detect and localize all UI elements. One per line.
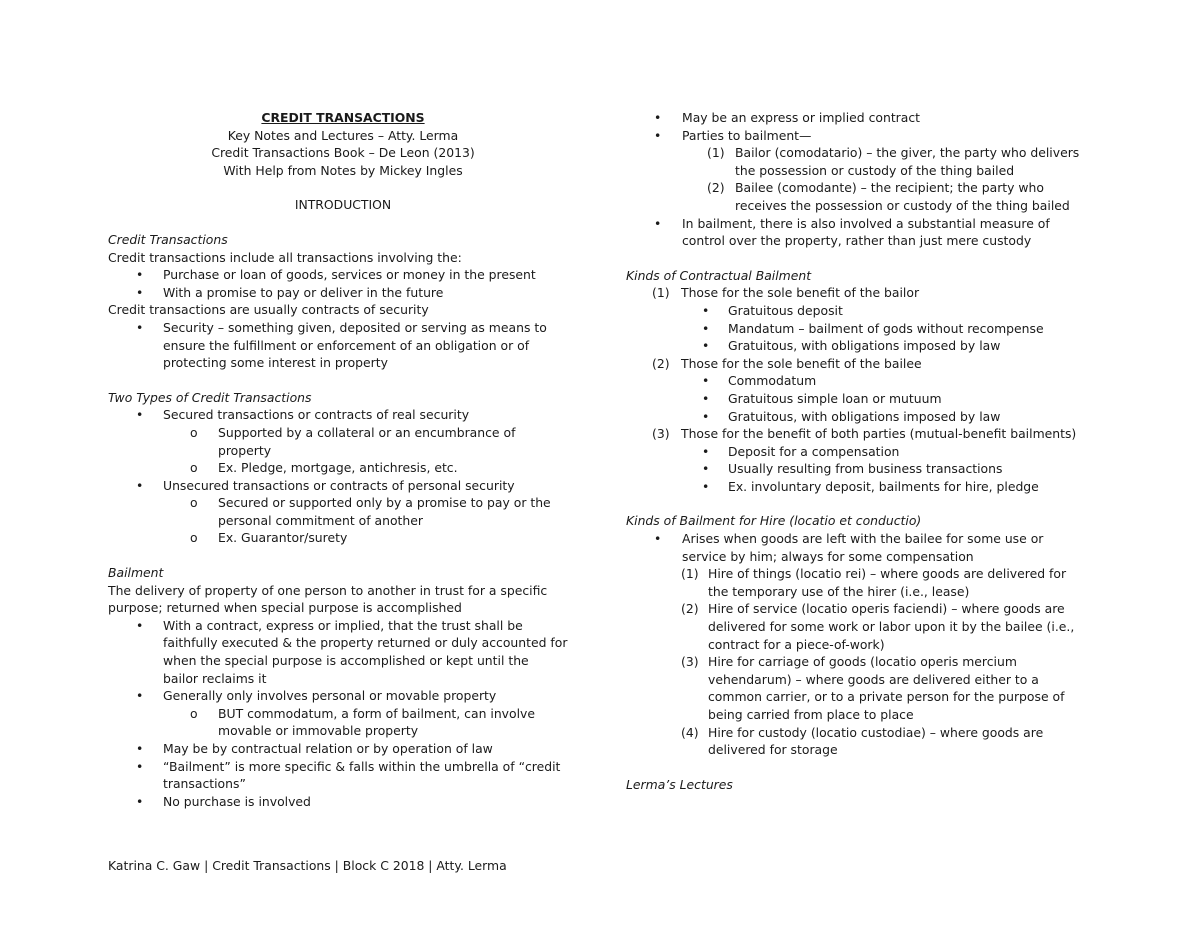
subheading: Two Types of Credit Transactions (108, 389, 312, 405)
bullet-icon: • (136, 477, 144, 493)
numbered-item: (4) Hire for custody (locatio custodiae) – where goods are (681, 724, 1044, 740)
sub-bullet-continuation: property (218, 442, 272, 458)
numbered-continuation: the temporary use of the hirer (i.e., lease) (708, 583, 970, 599)
left-column (108, 109, 578, 810)
bullet-item: • Mandatum – bailment of gods without recompense (702, 320, 1044, 336)
sub-bullet-icon: o (190, 460, 198, 476)
subheading: Bailment (108, 565, 164, 581)
bullet-item: • No purchase is involved (136, 793, 311, 809)
bullet-continuation: faithfully executed & the property returned or duly accounted for (163, 635, 568, 651)
bullet-icon: • (702, 302, 710, 318)
sub-bullet-item: o Ex. Guarantor/surety (190, 530, 348, 546)
subheading: Credit Transactions (108, 231, 228, 247)
bullet-continuation: service by him; always for some compensation (682, 548, 974, 564)
paragraph-line: purpose; returned when special purpose is accomplished (108, 600, 462, 616)
bullet-icon: • (702, 338, 710, 354)
bullet-item: • Purchase or loan of goods, services or money in the present (136, 267, 536, 283)
numbered-item: (1) Hire of things (locatio rei) – where goods are delivered for (681, 566, 1067, 582)
sub-bullet-continuation: movable or immovable property (218, 723, 419, 739)
list-number: (3) (681, 654, 699, 670)
numbered-item: (1) Those for the sole benefit of the bailor (652, 285, 920, 301)
bullet-continuation: ensure the fulfillment or enforcement of an obligation or of (163, 337, 530, 353)
bullet-icon: • (654, 127, 662, 143)
bullet-icon: • (136, 617, 144, 633)
page-footer: Katrina C. Gaw | Credit Transactions | Block C 2018 | Atty. Lerma (108, 858, 507, 873)
sub-bullet-icon: o (190, 530, 198, 546)
list-number: (2) (707, 180, 725, 196)
numbered-continuation: the possession or custody of the thing bailed (735, 162, 1015, 178)
bullet-icon: • (654, 531, 662, 547)
bullet-icon: • (136, 688, 144, 704)
bullet-item: • Gratuitous deposit (702, 302, 843, 318)
list-number: (1) (652, 285, 670, 301)
subheading: Kinds of Contractual Bailment (626, 267, 812, 283)
sub-bullet-icon: o (190, 705, 198, 721)
numbered-item: (3) Hire for carriage of goods (locatio operis mercium (681, 654, 1017, 670)
bullet-icon: • (702, 461, 710, 477)
bullet-item: • With a contract, express or implied, that the trust shall be (136, 617, 523, 633)
sub-bullet-icon: o (190, 495, 198, 511)
bullet-item: • Gratuitous, with obligations imposed by law (702, 338, 1001, 354)
bullet-item: • Gratuitous, with obligations imposed by law (702, 408, 1001, 424)
bullet-item: • Arises when goods are left with the bailee for some use or (654, 531, 1044, 547)
bullet-item: • Deposit for a compensation (702, 443, 900, 459)
list-number: (2) (681, 601, 699, 617)
subtitle-line: Key Notes and Lectures – Atty. Lerma (227, 127, 459, 143)
list-number: (4) (681, 724, 699, 740)
numbered-continuation: being carried from place to place (708, 707, 914, 722)
bullet-item: • Gratuitous simple loan or mutuum (702, 390, 942, 406)
bullet-item: • Generally only involves personal or movable property (136, 688, 497, 704)
bullet-icon: • (136, 319, 144, 335)
bullet-item: • Security – something given, deposited or serving as means to (136, 319, 547, 335)
bullet-item: • In bailment, there is also involved a substantial measure of (654, 215, 1050, 231)
section-heading-introduction: INTRODUCTION (294, 197, 392, 213)
bullet-item: • Unsecured transactions or contracts of personal security (136, 477, 515, 493)
bullet-item: • Ex. involuntary deposit, bailments for hire, pledge (702, 478, 1039, 494)
bullet-icon: • (702, 390, 710, 406)
sub-bullet-item: o Ex. Pledge, mortgage, antichresis, etc. (190, 460, 458, 476)
numbered-continuation: delivered for storage (708, 742, 838, 758)
bullet-item: • Parties to bailment— (654, 127, 812, 143)
numbered-item: (2) Those for the sole benefit of the bailee (652, 355, 922, 371)
bullet-icon: • (136, 793, 144, 809)
numbered-continuation: delivered for some work or labor upon it by the bailee (i.e., (708, 619, 1075, 635)
paragraph-line: Credit transactions include all transactions involving the: (108, 249, 462, 265)
bullet-item: • May be by contractual relation or by operation of law (136, 741, 493, 756)
bullet-icon: • (136, 407, 144, 423)
bullet-continuation: when the special purpose is accomplished or kept until the (163, 653, 529, 669)
subheading: Lerma’s Lectures (626, 776, 733, 792)
sub-bullet-item: o Supported by a collateral or an encumbrance of (190, 424, 516, 440)
numbered-item: (2) Hire of service (locatio operis faciendi) – where goods are (681, 601, 1065, 617)
bullet-item: • Secured transactions or contracts of real security (136, 407, 470, 423)
bullet-icon: • (702, 478, 710, 494)
document-title: CREDIT TRANSACTIONS (261, 110, 425, 125)
bullet-icon: • (136, 741, 144, 756)
subtitle-line: Credit Transactions Book – De Leon (2013) (211, 145, 475, 161)
bullet-continuation: protecting some interest in property (163, 355, 388, 371)
numbered-continuation: receives the possession or custody of the thing bailed (735, 197, 1070, 213)
bullet-continuation: transactions” (163, 776, 246, 792)
bullet-icon: • (654, 110, 662, 125)
subheading: Kinds of Bailment for Hire (locatio et conductio) (626, 513, 922, 529)
bullet-item: • Usually resulting from business transactions (702, 461, 1003, 477)
bullet-icon: • (654, 215, 662, 231)
bullet-continuation: control over the property, rather than just mere custody (682, 233, 1032, 249)
right-column (626, 109, 1096, 793)
bullet-item: • With a promise to pay or deliver in the future (136, 284, 444, 300)
sub-bullet-item: o BUT commodatum, a form of bailment, can involve (190, 705, 535, 721)
list-number: (3) (652, 426, 670, 442)
list-number: (2) (652, 355, 670, 371)
numbered-item: (3) Those for the benefit of both parties (mutual-benefit bailments) (652, 426, 1077, 442)
numbered-continuation: contract for a piece-of-work) (708, 636, 885, 652)
numbered-continuation: common carrier, or to a private person for the purpose of (708, 689, 1065, 705)
subtitle-line: With Help from Notes by Mickey Ingles (223, 162, 463, 178)
numbered-item: (2) Bailee (comodante) – the recipient; the party who (707, 180, 1044, 196)
paragraph-line: The delivery of property of one person to another in trust for a specific (108, 582, 548, 598)
bullet-icon: • (136, 758, 144, 774)
bullet-icon: • (136, 267, 144, 283)
bullet-icon: • (136, 284, 144, 300)
list-number: (1) (707, 145, 725, 161)
sub-bullet-item: o Secured or supported only by a promise to pay or the (190, 495, 551, 511)
bullet-icon: • (702, 408, 710, 424)
bullet-icon: • (702, 443, 710, 459)
numbered-item: (1) Bailor (comodatario) – the giver, the party who delivers (707, 145, 1080, 161)
bullet-icon: • (702, 373, 710, 389)
sub-bullet-continuation: personal commitment of another (218, 512, 423, 528)
bullet-item: • May be an express or implied contract (654, 110, 921, 125)
list-number: (1) (681, 566, 699, 582)
sub-bullet-icon: o (190, 424, 198, 440)
bullet-continuation: bailor reclaims it (163, 670, 267, 686)
bullet-item: • Commodatum (702, 373, 817, 389)
bullet-item: • “Bailment” is more specific & falls within the umbrella of “credit (136, 758, 561, 774)
paragraph-line: Credit transactions are usually contracts of security (108, 302, 429, 318)
bullet-icon: • (702, 320, 710, 336)
numbered-continuation: vehendarum) – where goods are delivered either to a (708, 671, 1039, 687)
